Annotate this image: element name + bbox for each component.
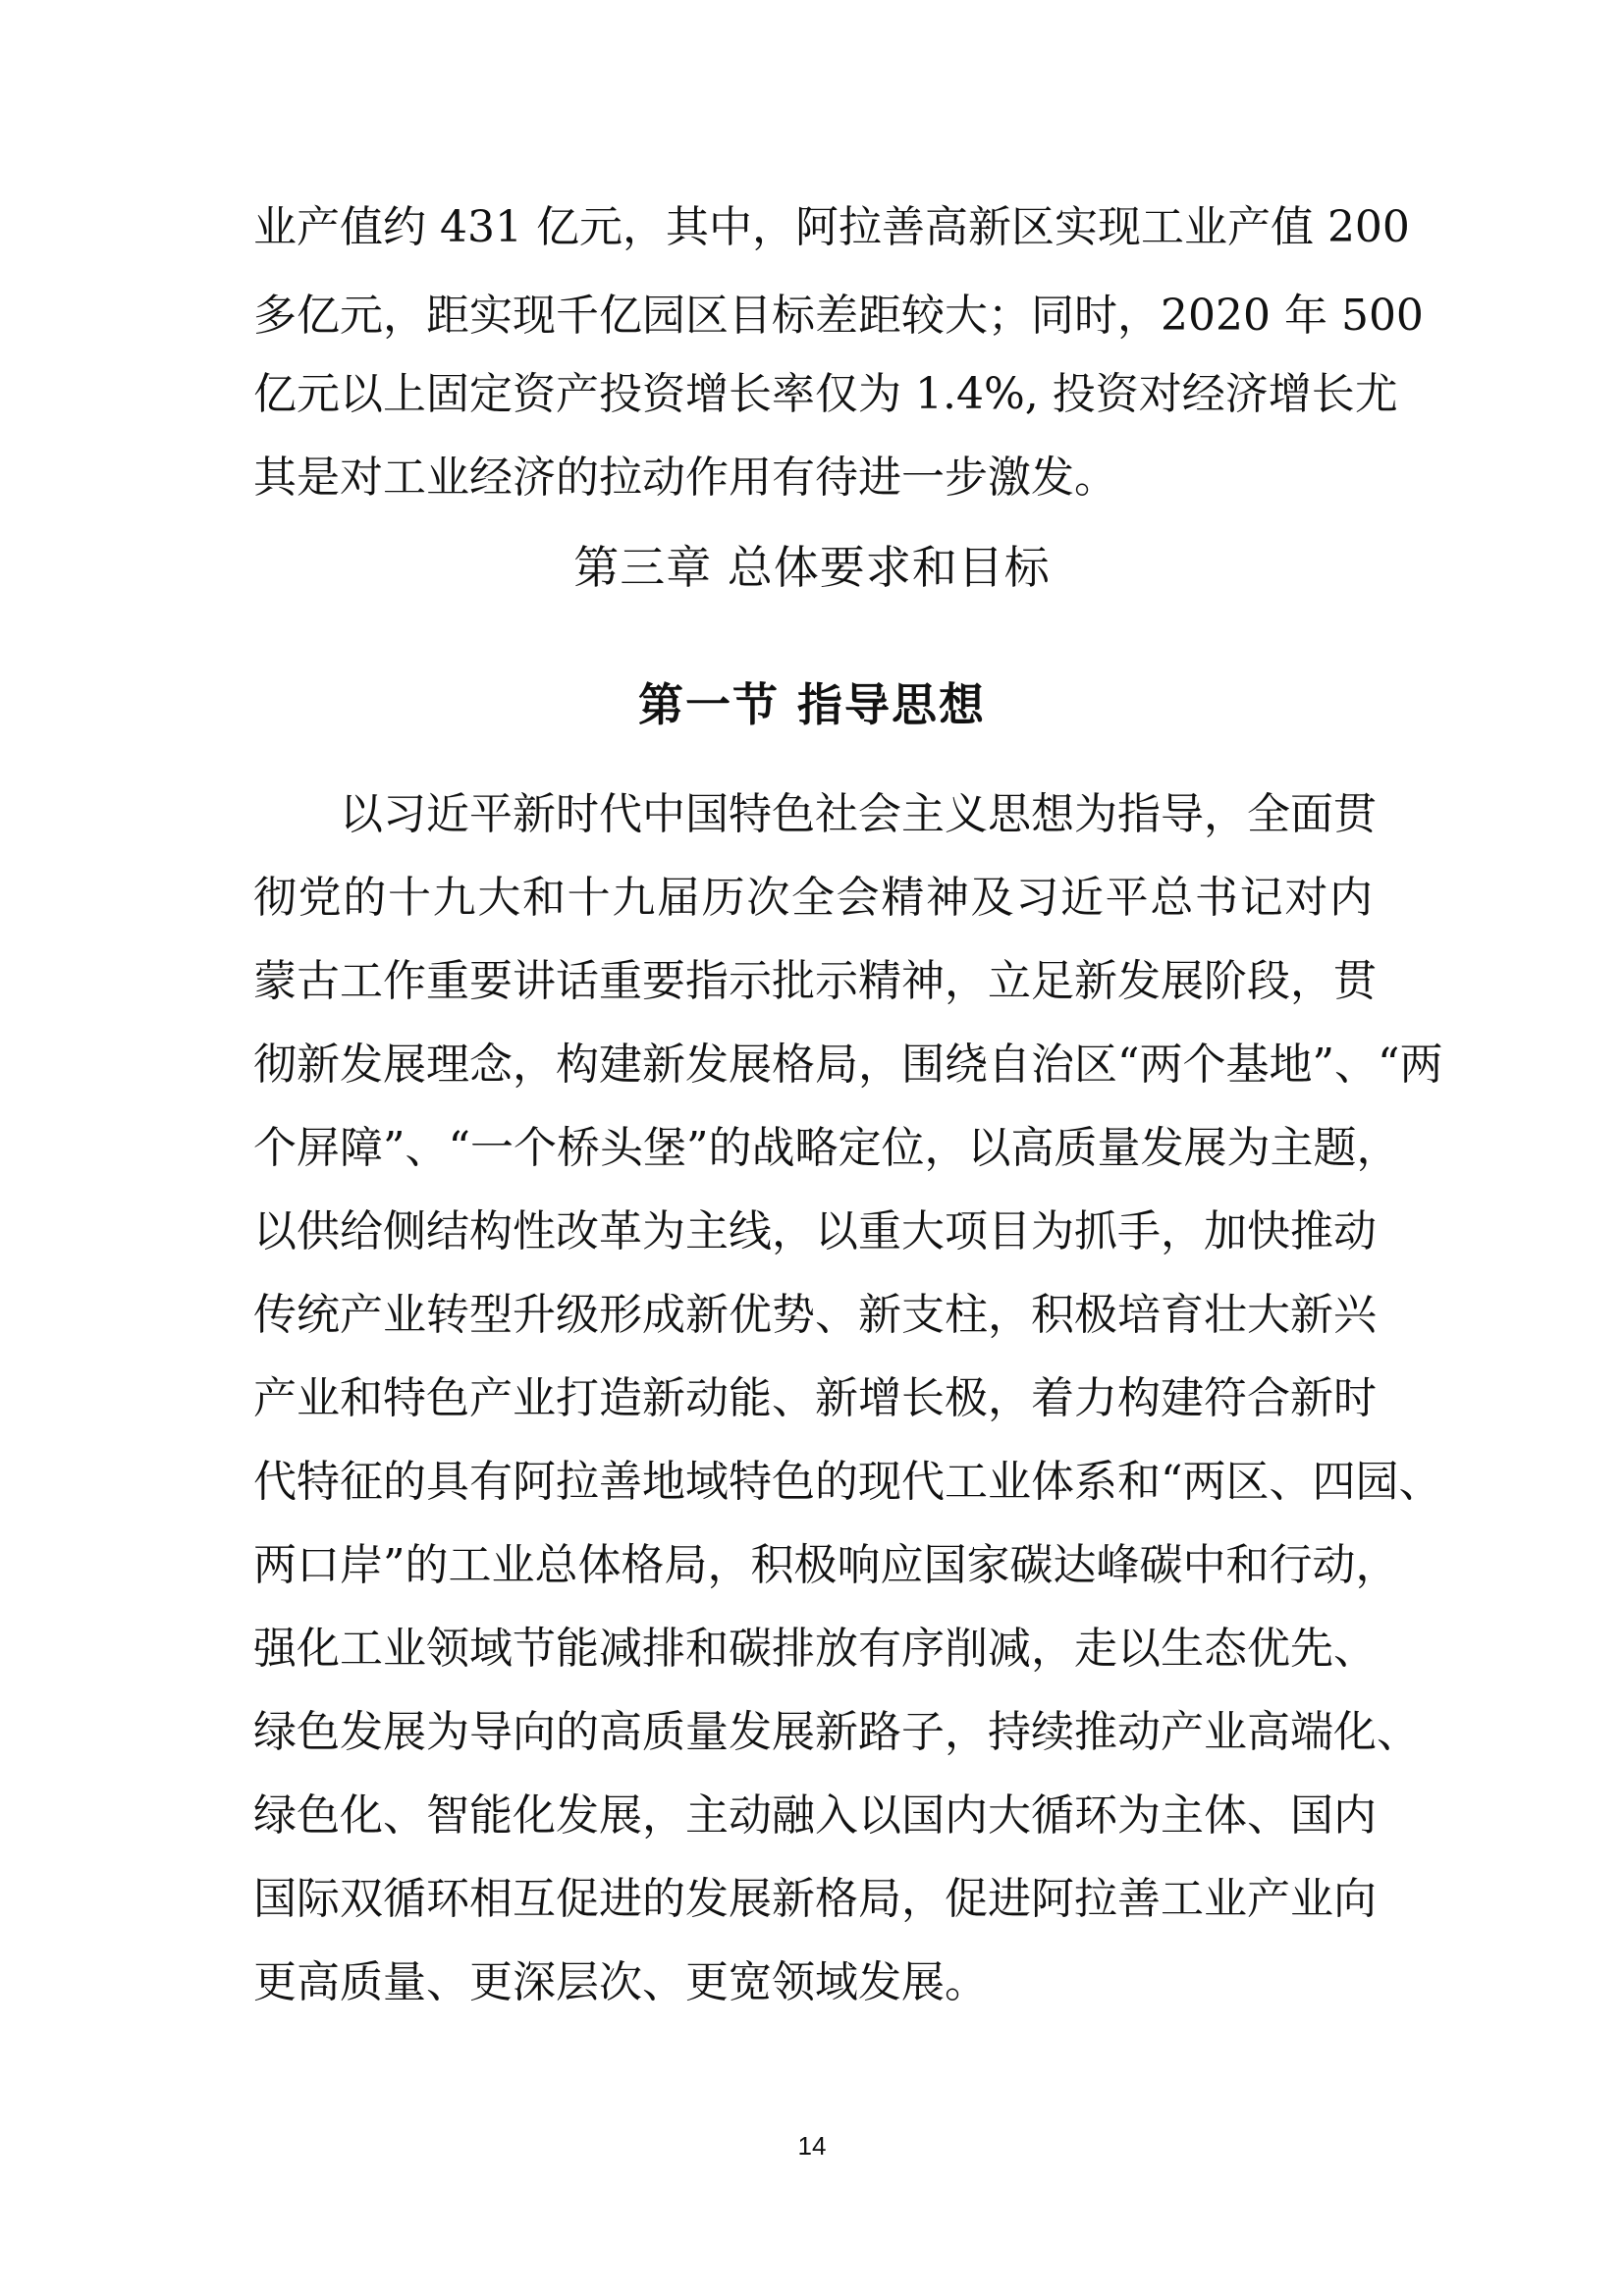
body-line-8: 产业和特色产业打造新动能、新增长极，着力构建符合新时 [253, 1373, 1377, 1423]
body-line-2: 彻党的十九大和十九届历次全会精神及习近平总书记对内 [253, 873, 1373, 923]
chapter-title: 第三章 总体要求和目标 [573, 541, 1051, 594]
body-line-6: 以供给侧结构性改革为主线，以重大项目为抓手，加快推动 [253, 1206, 1377, 1256]
body-line-3: 蒙古工作重要讲话重要指示批示精神，立足新发展阶段，贯 [253, 956, 1377, 1006]
intro-line-2: 多亿元，距实现千亿园区目标差距较大；同时，2020 年 500 [253, 291, 1424, 341]
body-line-12: 绿色发展为导向的高质量发展新路子，持续推动产业高端化、 [253, 1707, 1420, 1757]
body-line-14: 国际双循环相互促进的发展新格局，促进阿拉善工业产业向 [253, 1874, 1377, 1924]
intro-line-3: 亿元以上固定资产投资增长率仅为 1.4%, 投资对经济增长尤 [253, 369, 1398, 419]
body-line-7: 传统产业转型升级形成新优势、新支柱，积极培育壮大新兴 [253, 1290, 1377, 1340]
body-line-10: 两口岸”的工业总体格局，积极响应国家碳达峰碳中和行动， [253, 1540, 1399, 1590]
body-line-9: 代特征的具有阿拉善地域特色的现代工业体系和“两区、四园、 [253, 1457, 1442, 1507]
body-line-15: 更高质量、更深层次、更宽领域发展。 [253, 1957, 988, 2007]
body-line-11: 强化工业领域节能减排和碳排放有序削减，走以生态优先、 [253, 1624, 1377, 1674]
body-line-13: 绿色化、智能化发展，主动融入以国内大循环为主体、国内 [253, 1790, 1377, 1841]
page-number: 14 [797, 2131, 827, 2161]
body-line-1: 以习近平新时代中国特色社会主义思想为指导，全面贯 [340, 789, 1377, 839]
section-title: 第一节 指导思想 [637, 678, 986, 731]
body-line-4: 彻新发展理念，构建新发展格局，围绕自治区“两个基地”、“两 [253, 1040, 1443, 1090]
intro-line-1: 业产值约 431 亿元，其中，阿拉善高新区实现工业产值 200 [253, 202, 1410, 252]
body-line-5: 个屏障”、“一个桥头堡”的战略定位，以高质量发展为主题， [253, 1123, 1400, 1173]
intro-line-4: 其是对工业经济的拉动作用有待进一步激发。 [253, 453, 1117, 503]
